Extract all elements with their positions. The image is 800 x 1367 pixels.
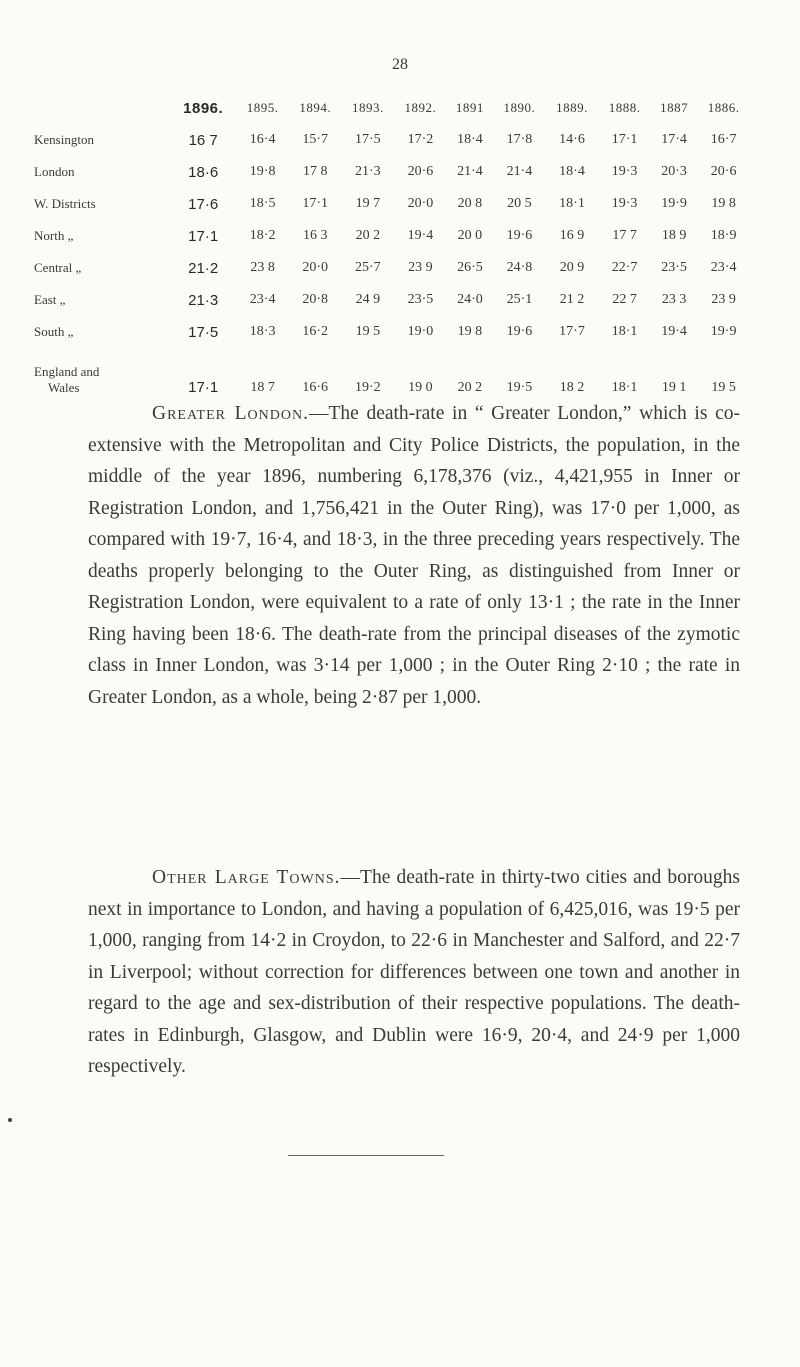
rate-cell: 18·1 xyxy=(611,324,638,339)
rate-cell: 23·4 xyxy=(249,292,276,307)
rate-cell: 17·6 xyxy=(188,195,219,213)
rate-cell: 20 8 xyxy=(457,196,483,211)
rate-cell: 19·0 xyxy=(407,324,434,339)
rate-cell: 18·4 xyxy=(457,132,483,147)
row-label xyxy=(30,348,170,400)
header-year: 1889. xyxy=(556,100,588,115)
rate-cell: 20 0 xyxy=(457,228,483,243)
row-label: Kensington xyxy=(34,132,94,147)
table-row xyxy=(30,124,750,156)
rate-cell: 17·1 xyxy=(302,196,329,211)
rate-cell: 17·1 xyxy=(188,227,219,245)
rate-cell: 17·2 xyxy=(407,132,434,147)
rate-cell: 23·5 xyxy=(661,260,687,275)
rate-cell: 23 8 xyxy=(250,260,275,275)
paragraph-text: —The death-rate in thirty-two cities and boroughs next in importance to London, and having a population of 6,425,016, was 19·5 per 1,000, ranging from 14·2 in Croydon, to 22·6 in Manchester and Salford, and 22·7 in Liverpool; without correction for differences between one town and another in regard to the age and sex-distribution of their respective populations. The death-rates in Edinburgh, Glasgow, and Dublin were 16·9, 20·4, and 24·9 per 1,000 respectively. xyxy=(88,867,740,1077)
table-row xyxy=(30,284,750,316)
rate-cell: 21·3 xyxy=(188,291,219,309)
rate-cell: 24·8 xyxy=(506,260,533,275)
rate-cell: 23 3 xyxy=(661,292,687,307)
rate-cell: 17·5 xyxy=(188,323,219,341)
header-label-cell xyxy=(30,92,170,124)
rate-cell: 20·3 xyxy=(661,164,687,179)
table-row xyxy=(30,316,750,348)
header-year: 1888. xyxy=(608,100,641,115)
rate-cell: 21·2 xyxy=(188,259,219,277)
rate-cell: 16·2 xyxy=(302,324,329,339)
header-year: 1895. xyxy=(246,100,279,115)
row-label: Central „ xyxy=(34,260,82,275)
rate-cell: 20 2 xyxy=(355,228,381,243)
row-label: East „ xyxy=(34,292,66,307)
rate-cell: 24 9 xyxy=(355,292,381,307)
rate-cell: 16·7 xyxy=(710,132,737,147)
rate-cell: 16·4 xyxy=(249,132,276,147)
rate-cell: 25·1 xyxy=(506,292,533,307)
rate-cell: 16·6 xyxy=(302,380,329,395)
rate-cell: 19 8 xyxy=(457,324,483,339)
divider-rule xyxy=(288,1155,444,1156)
rate-cell: 20·6 xyxy=(407,164,434,179)
row-label: South „ xyxy=(34,324,74,339)
rate-cell: 17·5 xyxy=(354,132,381,147)
rate-cell: 19·4 xyxy=(661,324,687,339)
rate-cell: 19 8 xyxy=(711,196,736,211)
rate-cell: 19·9 xyxy=(710,324,737,339)
rate-cell: 17·8 xyxy=(506,132,533,147)
rate-cell: 19 1 xyxy=(661,380,687,395)
header-year: 1890. xyxy=(503,100,536,115)
rate-cell: 16 3 xyxy=(302,228,328,243)
greater-london-paragraph xyxy=(88,398,740,713)
rate-cell: 24·0 xyxy=(457,292,483,307)
rate-cell: 17·7 xyxy=(559,324,585,339)
rate-cell: 20 2 xyxy=(457,380,483,395)
rate-cell: 23 9 xyxy=(711,292,736,307)
row-label-line: England and xyxy=(34,364,100,379)
rate-cell: 26·5 xyxy=(457,260,483,275)
row-label-line: Wales xyxy=(48,380,80,395)
rate-cell: 16 9 xyxy=(559,228,585,243)
rate-cell: 19·3 xyxy=(611,164,638,179)
rate-cell: 22 7 xyxy=(612,292,637,307)
rate-cell: 19·9 xyxy=(661,196,687,211)
header-year: 1891 xyxy=(455,100,484,115)
table-row xyxy=(30,188,750,220)
rate-cell: 25·7 xyxy=(354,260,381,275)
table-row xyxy=(30,220,750,252)
rate-cell: 20·0 xyxy=(302,260,329,275)
rate-cell: 18·9 xyxy=(710,228,737,243)
rate-cell: 18·2 xyxy=(249,228,276,243)
rate-cell: 19 5 xyxy=(711,380,736,395)
rate-cell: 17 8 xyxy=(302,164,328,179)
rate-cell: 19 5 xyxy=(355,324,381,339)
rate-cell: 18 7 xyxy=(250,380,275,395)
rate-cell: 18·3 xyxy=(249,324,276,339)
paragraph-text: —The death-rate in “ Greater London,” which is co-extensive with the Metropolitan and City Police Districts, the population, in the middle of the year 1896, numbering 6,178,376 (viz., 4,421,955 in Inner or Registration London, and 1,756,421 in the Outer Ring), was 17·0 per 1,000, as compared with 19·7, 16·4, and 18·3, in the three preceding years respectively. The deaths properly belonging to the Outer Ring, as distinguished from Inner or Registration London, were equivalent to a rate of only 13·1 ; the rate in the Inner Ring having been 18·6. The death-rate from the principal diseases of the zymotic class in Inner London, was 3·14 per 1,000 ; in the Outer Ring 2·10 ; the rate in Greater London, as a whole, being 2·87 per 1,000. xyxy=(88,403,740,708)
rate-cell: 22·7 xyxy=(611,260,638,275)
header-year: 1887 xyxy=(660,100,689,115)
rate-cell: 19·6 xyxy=(506,324,533,339)
header-year: 1886. xyxy=(707,100,740,115)
rate-cell: 19·8 xyxy=(249,164,276,179)
rate-cell: 21·3 xyxy=(354,164,381,179)
rate-cell: 18·1 xyxy=(611,380,638,395)
rate-cell: 21·4 xyxy=(506,164,533,179)
rate-cell: 20·8 xyxy=(302,292,329,307)
row-label: North „ xyxy=(34,228,74,243)
paragraph-heading: Other Large Towns. xyxy=(152,867,341,888)
rate-cell: 14·6 xyxy=(559,132,585,147)
rate-cell: 19·5 xyxy=(506,380,533,395)
rate-cell: 17·1 xyxy=(188,379,219,396)
rate-cell: 23·4 xyxy=(710,260,737,275)
rate-cell: 18 2 xyxy=(559,380,585,395)
rate-cell: 19 0 xyxy=(408,380,433,395)
rate-cell: 19·6 xyxy=(506,228,533,243)
paragraph-heading: Greater London. xyxy=(152,403,309,424)
rate-cell: 23·5 xyxy=(407,292,434,307)
rate-cell: 17·4 xyxy=(661,132,687,147)
header-year: 1894. xyxy=(299,100,332,115)
row-label: London xyxy=(34,164,75,179)
table-row xyxy=(30,252,750,284)
rate-cell: 18·5 xyxy=(249,196,276,211)
rate-cell: 19·2 xyxy=(354,380,381,395)
rate-cell: 18·6 xyxy=(188,163,219,181)
death-rate-table xyxy=(30,92,750,400)
rate-cell: 17·1 xyxy=(611,132,638,147)
rate-cell: 18 9 xyxy=(661,228,687,243)
rate-cell: 20·6 xyxy=(710,164,737,179)
table-row xyxy=(30,156,750,188)
header-year: 1896. xyxy=(183,99,224,117)
rate-cell: 19 7 xyxy=(355,196,381,211)
other-large-towns-paragraph xyxy=(88,862,740,1083)
header-year: 1892. xyxy=(404,100,437,115)
rate-cell: 16 7 xyxy=(188,131,218,149)
stray-mark xyxy=(8,1118,12,1122)
rate-cell: 19·3 xyxy=(611,196,638,211)
table-header-row xyxy=(30,92,750,124)
rate-cell: 18·4 xyxy=(559,164,585,179)
rate-cell: 21·4 xyxy=(457,164,483,179)
rate-cell: 18·1 xyxy=(559,196,585,211)
rate-cell: 23 9 xyxy=(408,260,433,275)
header-year: 1893. xyxy=(351,100,384,115)
rate-cell: 19·4 xyxy=(407,228,434,243)
rate-cell: 17 7 xyxy=(612,228,637,243)
page-number: 28 xyxy=(392,56,408,73)
rate-cell: 20·0 xyxy=(407,196,434,211)
rate-cell: 15·7 xyxy=(302,132,329,147)
row-label-text xyxy=(34,364,99,396)
row-label: W. Districts xyxy=(34,196,96,211)
rate-cell: 21 2 xyxy=(559,292,585,307)
table-row xyxy=(30,348,750,400)
rate-cell: 20 5 xyxy=(507,196,532,211)
rate-cell: 20 9 xyxy=(559,260,585,275)
